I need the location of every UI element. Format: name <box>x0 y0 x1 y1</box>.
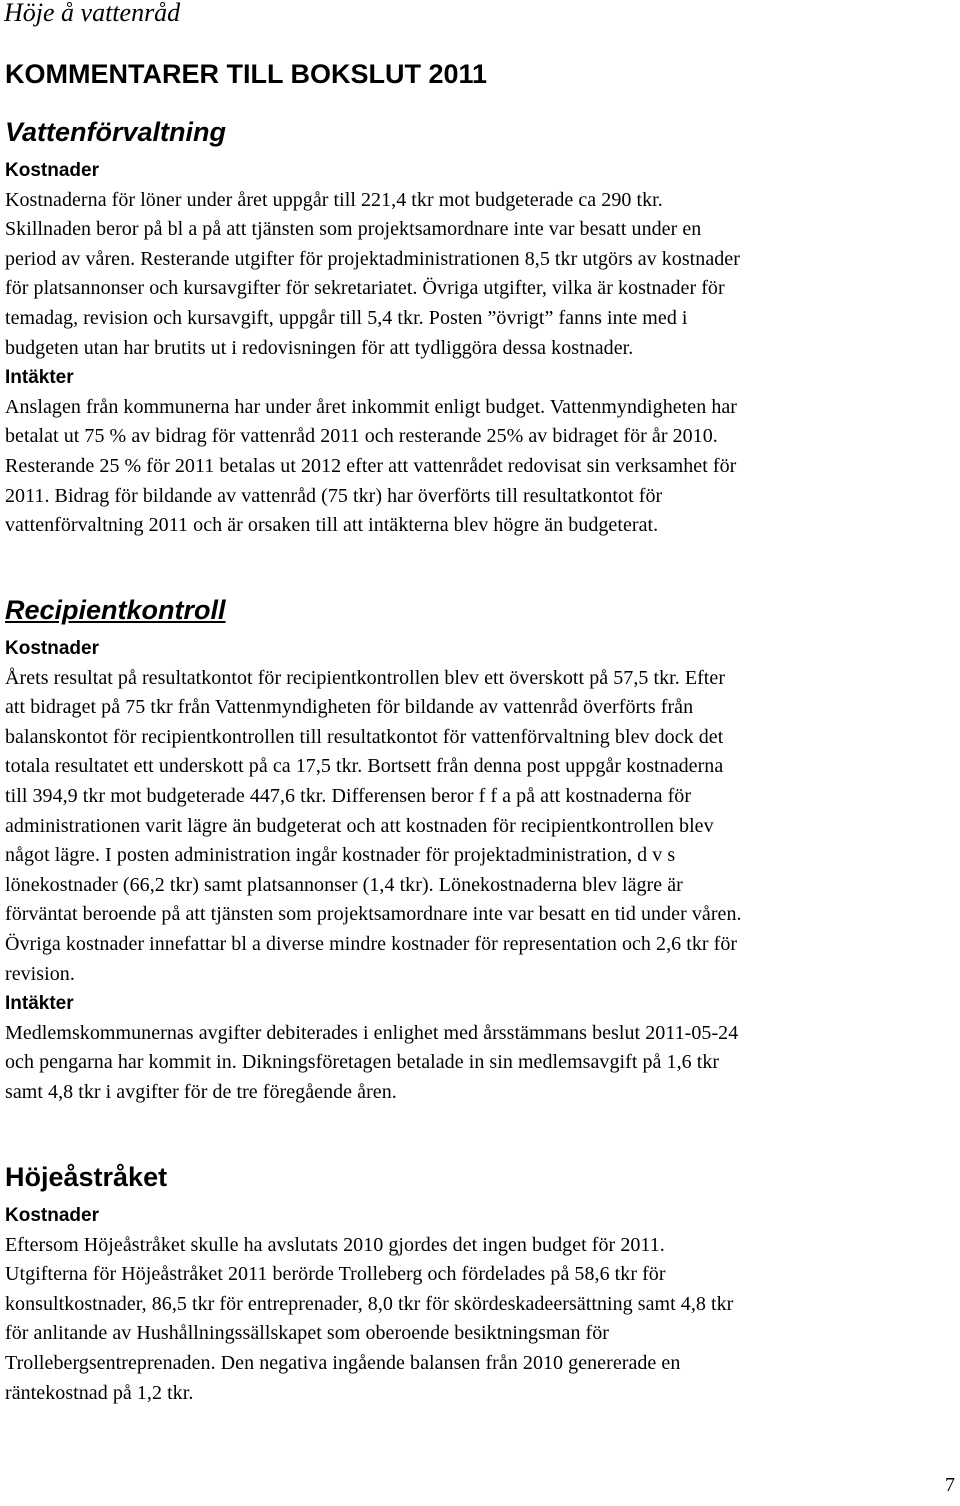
text-line: Skillnaden beror på bl a på att tjänsten som projektsamordnare inte var besatt under en <box>5 218 702 241</box>
text-line: för anlitande av Hushållningssällskapet som oberoende besiktningsman för <box>5 1322 610 1345</box>
text-line: Trollebergsentreprenaden. Den negativa ingående balansen från 2010 genererade en <box>5 1351 681 1374</box>
text-line: samt 4,8 tkr i avgifter för de tre föregående åren. <box>5 1080 397 1103</box>
text-line: Eftersom Höjeåstråket skulle ha avslutats 2010 gjordes det ingen budget för 2011. <box>5 1233 665 1256</box>
text-line: administrationen varit lägre än budgeterat och att kostnaden för recipientkontrollen blev <box>5 814 714 837</box>
text-line: att bidraget på 75 tkr från Vattenmyndigheten för bildande av vattenråd överförts från <box>5 696 694 719</box>
paragraph-kostnader <box>5 664 955 990</box>
text-line: 2011. Bidrag för bildande av vattenråd (75 tkr) har överförts till resultatkontot för <box>5 484 663 507</box>
text-line: temadag, revision och kursavgift, uppgår till 5,4 tkr. Posten ”övrigt” fanns inte med i <box>5 306 688 329</box>
text-line: förväntat beroende på att tjänsten som projektsamordnare inte var besatt en tid under våren. <box>5 903 742 926</box>
text-line: och pengarna har kommit in. Dikningsföretagen betalade in sin medlemsavgift på 1,6 tkr <box>5 1051 720 1074</box>
section-vattenforvaltning <box>5 156 955 541</box>
subheading-kostnader: Kostnader <box>5 1205 99 1226</box>
section-recipientkontroll <box>5 634 955 1108</box>
text-line: Resterande 25 % för 2011 betalas ut 2012 efter att vattenrådet redovisat sin verksamhet för <box>5 454 737 477</box>
text-line: till 394,9 tkr mot budgeterade 447,6 tkr. Differensen beror f f a på att kostnaderna för <box>5 784 692 807</box>
subheading-kostnader: Kostnader <box>5 160 99 181</box>
text-line: räntekostnad på 1,2 tkr. <box>5 1381 194 1404</box>
section-title-recipientkontroll: Recipientkontroll <box>5 595 226 625</box>
text-line: Utgifterna för Höjeåstråket 2011 berörde Trolleberg och fördelades på 58,6 tkr för <box>5 1263 666 1286</box>
paragraph-intakter <box>5 393 955 541</box>
section-title-hojeastraket: Höjeåstråket <box>5 1162 168 1192</box>
page-number: 7 <box>945 1474 955 1496</box>
text-line: lönekostnader (66,2 tkr) samt platsannonser (1,4 tkr). Lönekostnaderna blev lägre är <box>5 873 683 896</box>
paragraph-kostnader <box>5 186 955 364</box>
text-line: budgeten utan har brutits ut i redovisningen för att tydliggöra dessa kostnader. <box>5 336 634 359</box>
document-title: KOMMENTARER TILL BOKSLUT 2011 <box>5 59 488 89</box>
subheading-intakter: Intäkter <box>5 993 74 1015</box>
page-header: Höje å vattenråd <box>4 0 181 27</box>
text-line: period av våren. Resterande utgifter för projektadministrationen 8,5 tkr utgörs av kostnader <box>5 247 740 270</box>
text-line: revision. <box>5 962 75 985</box>
text-line: Årets resultat på resultatkontot för recipientkontrollen blev ett överskott på 57,5 tkr. Efter <box>5 666 726 689</box>
text-line: för platsannonser och kursavgifter för sekretariatet. Övriga utgifter, vilka är kostnader för <box>5 277 725 300</box>
section-hojeastraket <box>5 1201 955 1408</box>
text-line: Övriga kostnader innefattar bl a diverse mindre kostnader för representation och 2,6 tkr för <box>5 932 738 955</box>
text-line: betalat ut 75 % av bidrag för vattenråd 2011 och resterande 25% av bidraget för år 2010. <box>5 425 718 448</box>
text-line: konsultkostnader, 86,5 tkr för entreprenader, 8,0 tkr för skördeskadeersättning samt 4,8 tkr <box>5 1292 734 1315</box>
subheading-kostnader: Kostnader <box>5 638 99 659</box>
paragraph-kostnader <box>5 1231 955 1409</box>
text-line: något lägre. I posten administration ingår kostnader för projektadministration, d v s <box>5 844 676 867</box>
text-line: vattenförvaltning 2011 och är orsaken till att intäkterna blev högre än budgeterat. <box>5 514 659 537</box>
text-line: Kostnaderna för löner under året uppgår till 221,4 tkr mot budgeterade ca 290 tkr. <box>5 188 663 211</box>
text-line: Anslagen från kommunerna har under året inkommit enligt budget. Vattenmyndigheten har <box>5 395 738 418</box>
text-line: Medlemskommunernas avgifter debiterades i enlighet med årsstämmans beslut 2011-05-24 <box>5 1021 739 1044</box>
text-line: balanskontot för recipientkontrollen till resultatkontot för vattenförvaltning blev dock det <box>5 725 724 748</box>
text-line: totala resultatet ett underskott på ca 17,5 tkr. Bortsett från denna post uppgår kostnaderna <box>5 755 724 778</box>
paragraph-intakter <box>5 1019 955 1108</box>
section-title-vattenforvaltning: Vattenförvaltning <box>5 117 227 147</box>
subheading-intakter: Intäkter <box>5 367 74 389</box>
